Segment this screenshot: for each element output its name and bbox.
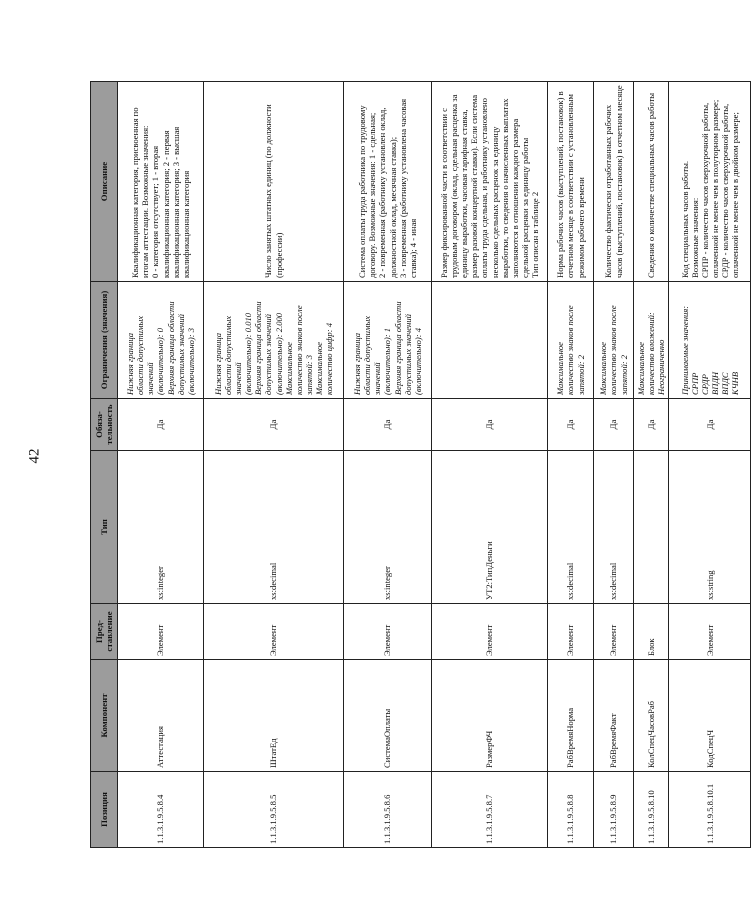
description-line: выработки, то сведения о начисленных выплатах xyxy=(499,98,510,278)
constraint-line: Максимальное xyxy=(555,342,566,395)
constraint-line: области допустимых xyxy=(222,315,233,395)
constraint-line: допустимых значений xyxy=(175,314,186,395)
page-number: 42 xyxy=(26,448,43,464)
constraint-line: допустимых значений xyxy=(263,314,274,395)
row-presentation: Элемент xyxy=(594,604,634,660)
description-line: должностной оклад, месячная ставка); xyxy=(387,136,398,278)
constraint-line: Верхняя граница области xyxy=(165,301,176,395)
row-presentation: Элемент xyxy=(204,604,344,660)
description-line: 3 - повременная (работнику установлена часовая xyxy=(397,98,408,278)
description-line: часов (выступлений, постановок) в отчетном месяце xyxy=(613,85,624,278)
constraint-line: количество знаков после xyxy=(293,305,304,395)
constraint-line: Максимальное xyxy=(283,342,294,395)
constraint-line: запятой: 2 xyxy=(575,354,586,395)
constraint-line: значений xyxy=(372,362,383,395)
row-position: 1.1.3.1.9.5.8.6 xyxy=(344,772,432,848)
description-line: Сведения о количестве специальных часов работы xyxy=(646,92,657,278)
constraint-line: запятой: 2 xyxy=(618,354,629,395)
row-constraints xyxy=(204,282,344,399)
row-position: 1.1.3.1.9.5.8.8 xyxy=(548,772,594,848)
row-obligation: Да xyxy=(669,399,751,451)
description-line: квалификационная категория; 3 - высшая xyxy=(170,126,181,278)
description-line: Квалификационная категория, присвоенная по xyxy=(130,107,141,278)
constraint-line: Нижняя граница xyxy=(212,332,223,395)
description-line: СРПР - количество часов сверхурочной работы, xyxy=(699,102,710,278)
specification-table xyxy=(90,81,751,848)
description-line: несколько сдельных расценок за единицу xyxy=(489,126,500,278)
description-line: Число занятых штатных единиц (по должности xyxy=(263,104,274,278)
constraint-line: СРПР xyxy=(689,372,700,395)
row-description xyxy=(204,82,344,282)
row-presentation: Элемент xyxy=(548,604,594,660)
row-type: xs:decimal xyxy=(548,451,594,604)
row-position: 1.1.3.1.9.5.8.10.1 xyxy=(669,772,751,848)
row-type: xs:integer xyxy=(344,451,432,604)
row-position: 1.1.3.1.9.5.8.10 xyxy=(634,772,669,848)
description-line: заполняются в отношении каждого размера xyxy=(509,118,520,278)
row-component: Аттестация xyxy=(118,660,204,772)
row-presentation: Блок xyxy=(634,604,669,660)
header-description: Описание xyxy=(91,82,118,282)
row-component: КодСпецЧ xyxy=(669,660,751,772)
constraint-line: значений xyxy=(232,362,243,395)
constraint-line: количество знаков после xyxy=(608,305,619,395)
description-line: режимом рабочего времени xyxy=(575,177,586,278)
constraint-line: (включительно): 3 xyxy=(185,327,196,395)
description-line: Количество фактически отработанных рабочих xyxy=(603,104,614,278)
table-row xyxy=(344,82,432,848)
row-component: ШтатЕд xyxy=(204,660,344,772)
constraint-line: (включительно): 4 xyxy=(412,327,423,395)
row-component: РазмерФЧ xyxy=(432,660,548,772)
row-type xyxy=(634,451,669,604)
constraint-line: Нижняя граница xyxy=(352,332,362,395)
row-obligation: Да xyxy=(118,399,204,451)
constraint-line: (включительно): 0 xyxy=(155,327,166,395)
rotated-table-container xyxy=(90,82,741,848)
row-constraints xyxy=(548,282,594,399)
header-position: Позиция xyxy=(91,772,118,848)
constraint-line: количество цифр: 4 xyxy=(324,322,335,395)
row-constraints xyxy=(594,282,634,399)
row-description xyxy=(594,82,634,282)
row-obligation: Да xyxy=(432,399,548,451)
constraint-line: (включительно): 2.000 xyxy=(273,312,284,395)
description-line: 2 - повременная (работнику установлен оклад, xyxy=(377,107,388,278)
row-position: 1.1.3.1.9.5.8.9 xyxy=(594,772,634,848)
description-line: оплаченной не менее чем в двойном размере; xyxy=(730,112,741,278)
row-constraints xyxy=(634,282,669,399)
row-position: 1.1.3.1.9.5.8.7 xyxy=(432,772,548,848)
header-component: Компонент xyxy=(91,660,118,772)
description-line: единицу выработки, часовая тарифная ставка, xyxy=(459,109,470,278)
description-line: Система оплаты труда работника по трудовому xyxy=(357,105,368,278)
constraint-line: количество вложений: xyxy=(646,312,657,395)
row-presentation: Элемент xyxy=(432,604,548,660)
row-presentation: Элемент xyxy=(118,604,204,660)
constraint-line: области допустимых xyxy=(135,315,146,395)
table-row xyxy=(204,82,344,848)
description-line: квалификационная категория; 2 - первая xyxy=(160,130,171,278)
row-constraints xyxy=(344,282,432,399)
description-line: Возможные значения: xyxy=(689,197,700,278)
row-obligation: Да xyxy=(344,399,432,451)
constraint-line: Верхняя граница области xyxy=(253,301,264,395)
table-header-row xyxy=(91,82,118,848)
row-presentation: Элемент xyxy=(669,604,751,660)
constraint-line: (включительно): 0.010 xyxy=(243,312,254,395)
row-description xyxy=(118,82,204,282)
header-type: Тип xyxy=(91,451,118,604)
row-position: 1.1.3.1.9.5.8.5 xyxy=(204,772,344,848)
table-row xyxy=(432,82,548,848)
row-description xyxy=(548,82,594,282)
header-constraints: Ограничения (значения) xyxy=(91,282,118,399)
row-type: xs:decimal xyxy=(594,451,634,604)
row-type: xs:string xyxy=(669,451,751,604)
row-obligation: Да xyxy=(548,399,594,451)
description-line: размер разовой концертной ставки). Если система xyxy=(469,94,480,278)
table-row xyxy=(634,82,669,848)
row-description xyxy=(669,82,751,282)
description-line: Тип описан в таблице 2 xyxy=(530,191,541,278)
constraint-line: ВПДС xyxy=(720,372,731,395)
description-line: оплаченной не менее чем в полуторном размере; xyxy=(709,99,720,278)
table-row xyxy=(118,82,204,848)
constraint-line: Нижняя граница xyxy=(125,332,135,395)
row-type: xs:integer xyxy=(118,451,204,604)
table-row xyxy=(594,82,634,848)
header-obligation: Обяза-тельность xyxy=(91,399,118,451)
row-obligation: Да xyxy=(204,399,344,451)
constraint-line: значений xyxy=(145,362,156,395)
constraint-line: Максимальное xyxy=(598,342,609,395)
description-line: договору. Возможные значения: 1 - сдельная; xyxy=(367,112,378,278)
description-line: сдельной расценки за единицу работы xyxy=(519,137,530,278)
constraint-line: КЧНВ xyxy=(730,371,741,395)
row-component: СистемаОплаты xyxy=(344,660,432,772)
description-line: квалификационная категория xyxy=(180,170,191,278)
row-description xyxy=(634,82,669,282)
row-obligation: Да xyxy=(634,399,669,451)
row-description xyxy=(344,82,432,282)
row-constraints xyxy=(432,282,548,399)
row-description xyxy=(432,82,548,282)
constraint-line: допустимых значений xyxy=(402,314,413,395)
description-line: 0 - категория отсутствует; 1 - вторая xyxy=(150,145,161,278)
row-constraints xyxy=(669,282,751,399)
constraint-line: количество знаков после xyxy=(565,305,576,395)
constraint-line: запятой: 3 xyxy=(303,354,314,395)
constraint-line: Неограниченно xyxy=(656,339,667,395)
row-component: РабВремяФакт xyxy=(594,660,634,772)
description-line: оплаты труда сдельная, и работнику установлено xyxy=(479,98,490,278)
description-line: Код специальных часов работы. xyxy=(679,160,690,278)
description-line: СРДР - количество часов сверхурочной работы, xyxy=(720,103,731,278)
table-row xyxy=(669,82,751,848)
description-line: отчетном месяце в соответствии с установленным xyxy=(565,94,576,278)
row-presentation: Элемент xyxy=(344,604,432,660)
description-line: Размер фиксированной части в соответствии с xyxy=(438,108,449,278)
description-line: трудовым договором (оклад, сдельная расценка за xyxy=(448,94,459,278)
row-component: КолСпецЧасовРаб xyxy=(634,660,669,772)
constraint-line: области допустимых xyxy=(362,315,373,395)
row-position: 1.1.3.1.9.5.8.4 xyxy=(118,772,204,848)
constraint-line: Принимаемые значения: xyxy=(679,305,690,395)
constraint-line: Максимальное xyxy=(636,342,646,395)
constraint-line: Верхняя граница области xyxy=(392,301,403,395)
row-constraints xyxy=(118,282,204,399)
description-line: ставка); 4 - иная xyxy=(407,218,418,278)
description-line: Норма рабочих часов (выступлений, постановок) в xyxy=(555,91,566,278)
constraint-line: Максимальное xyxy=(314,342,325,395)
description-line: (профессии) xyxy=(273,232,284,278)
header-presentation: Пред-ставление xyxy=(91,604,118,660)
constraint-line: СРДР xyxy=(699,374,710,395)
description-line: итогам аттестации. Возможные значения: xyxy=(140,125,151,278)
row-type: xs:decimal xyxy=(204,451,344,604)
constraint-line: ВПДН xyxy=(709,371,720,395)
row-component: РабВремяНорма xyxy=(548,660,594,772)
table-row xyxy=(548,82,594,848)
constraint-line: (включительно): 1 xyxy=(382,327,393,395)
row-type: УТ2:ТипДеньги xyxy=(432,451,548,604)
row-obligation: Да xyxy=(594,399,634,451)
